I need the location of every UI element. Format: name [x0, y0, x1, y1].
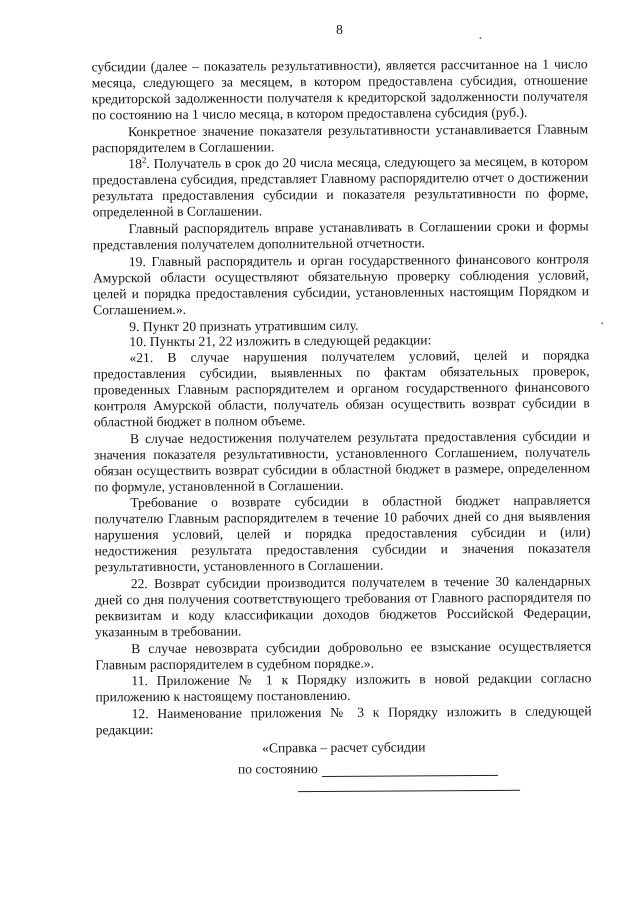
- scan-speck: [601, 322, 603, 324]
- date-blank-line: [322, 763, 498, 777]
- paragraph: 11. Приложение № 1 к Порядку изложить в новой редакции согласно приложению к настоящему постановлению.: [95, 670, 592, 705]
- paragraph: 9. Пункт 20 признать утратившим силу.: [129, 317, 359, 334]
- paragraph: субсидии (далее – показатель результативности), является рассчитанное на 1 число месяца, следующего за месяцем, в котором предоставлена субсидия, отношение кредиторской задолженности получателя к кредиторской задолженности получателя по состоянию на 1 число месяца, в котором предоставлена субсидия (руб.).: [91, 56, 588, 123]
- form-state-label: по состоянию: [237, 761, 318, 777]
- clause-superscript: 2: [141, 155, 147, 166]
- paragraph: 10. Пункты 21, 22 изложить в следующей редакции:: [129, 332, 432, 350]
- paragraph: Главный распорядитель вправе устанавливать в Соглашении сроки и формы представления получателем дополнительной отчетности.: [92, 218, 589, 253]
- form-title: «Справка – расчет субсидии: [262, 739, 426, 756]
- paragraph-18-2: [92, 154, 588, 221]
- paragraph: 22. Возврат субсидии производится получателем в течение 30 календарных дней со дня получения соответствующего требования от Главного распорядителя по реквизитам и коду классификации доходов бюджетов Российской Федерации, указанным в требовании.: [94, 573, 592, 640]
- paragraph: В случае недостижения получателем результата предоставления субсидии и значения показателя результативности, установленного Соглашением, получатель обязан осуществить возврат субсидии в областной бюджет в размере, определенном по формуле, установленной в Соглашении.: [93, 428, 591, 494]
- paragraph: «21. В случае нарушения получателем условий, целей и порядка предоставления субсидии, выявленных по фактам обязательных проверок, проведенных Главным распорядителем и органом государственного финансового контроля Амурской области, получатель обязан осуществить возврат субсидии в областной бюджет в полном объеме.: [93, 347, 590, 430]
- paragraph: 19. Главный распорядитель и орган государственного финансового контроля Амурской области осуществляют обязательную проверку соблюдения условий, целей и порядка предоставления субсидии, установленных настоящим Порядком и Соглашением.».: [92, 251, 590, 317]
- paragraph: Конкретное значение показателя результативности устанавливается Главным распорядителем в Соглашении.: [92, 120, 589, 155]
- scan-speck: [479, 37, 481, 39]
- clause-text: . Получатель в срок до 20 числа месяца, следующего за месяцем, в котором предоставлена субсидия, представляет Главному распорядителю отчет о достижении результата предоставления субсидии и показателя результативности по форме, определенной в Соглашении.: [92, 153, 589, 220]
- paragraph: 12. Наименование приложения № 3 к Порядку изложить в следующей редакции:: [95, 703, 592, 738]
- paragraph: Требование о возврате субсидии в областной бюджет направляется получателю Главным распорядителем в течение 10 рабочих дней со дня выявления нарушения условий, целей и порядка предоставления субсидии и (или) недостижения результата предоставления субсидии и значения показателя результативности, установленного в Соглашении.: [94, 492, 591, 575]
- clause-number: 18: [128, 156, 142, 172]
- paragraph: В случае невозврата субсидии добровольно ее взыскание осуществляется Главным распорядителем в судебном порядке.».: [95, 637, 592, 672]
- blank-line: [298, 790, 520, 792]
- form-state-row: [238, 758, 592, 777]
- page-number: 8: [336, 21, 343, 37]
- document-body: [92, 56, 592, 738]
